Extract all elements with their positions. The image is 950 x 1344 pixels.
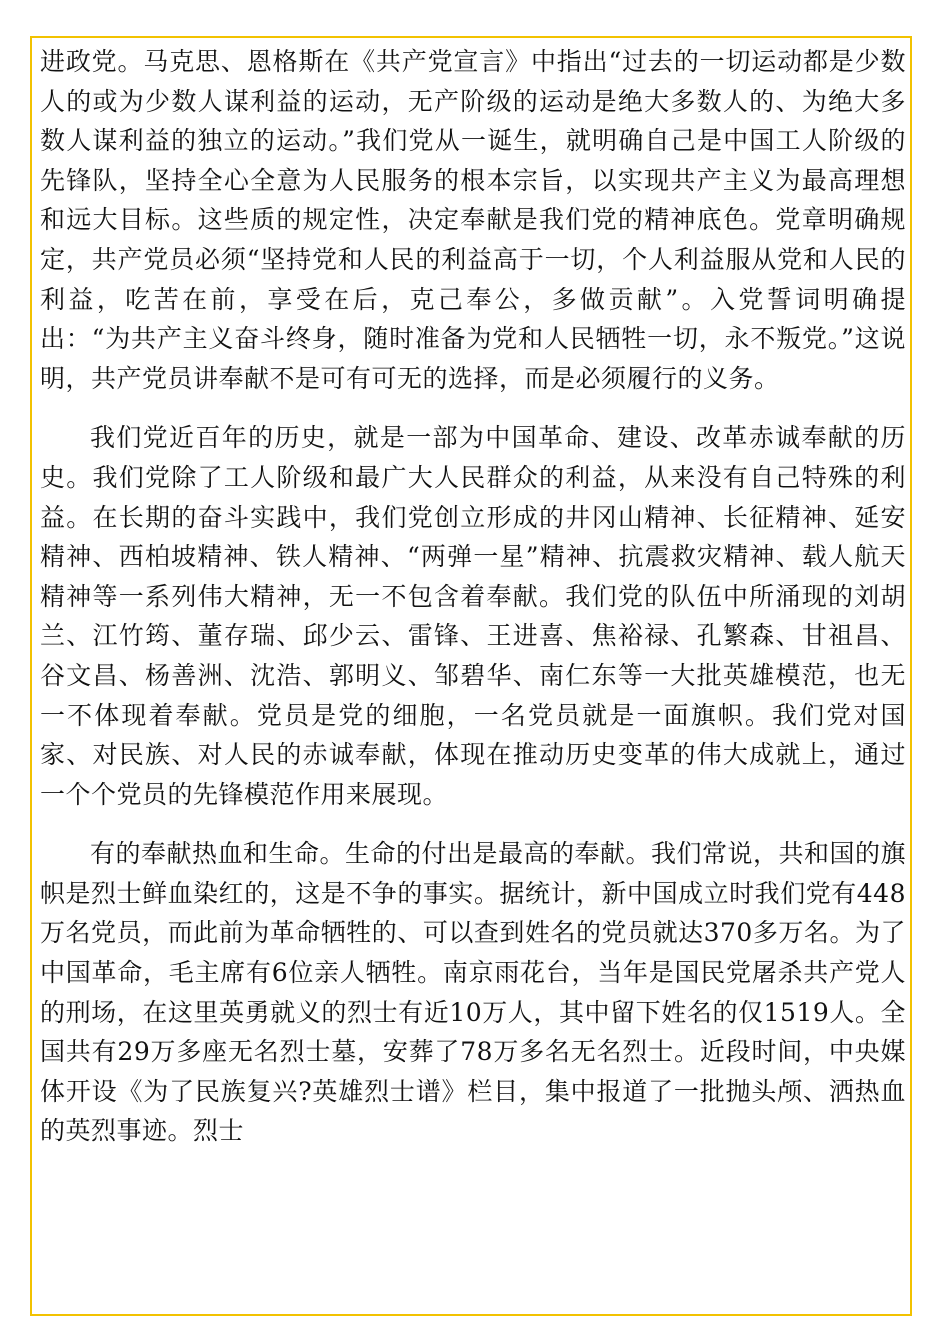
paragraph-sacrifice: 有的奉献热血和生命。生命的付出是最高的奉献。我们常说，共和国的旗帜是烈士鲜血染红的，这是不争的事实。据统计，新中国成立时我们党有448万名党员，而此前为革命牺牲的、可以查到姓名的党员就达370多万名。为了中国革命，毛主席有6位亲人牺牲。南京雨花台，当年是国民党屠杀共产党人的刑场，在这里英勇就义的烈士有近10万人，其中留下姓名的仅1519人。全国共有29万多座无名烈士墓，安葬了78万多名无名烈士。近段时间，中央媒体开设《为了民族复兴?英雄烈士谱》栏目，集中报道了一批抛头颅、洒热血的英烈事迹。烈士 xyxy=(40,839,907,1146)
paragraph-continuation: 进政党。马克思、恩格斯在《共产党宣言》中指出“过去的一切运动都是少数人的或为少数人谋利益的运动，无产阶级的运动是绝大多数人的、为绝大多数人谋利益的独立的运动。”我们党从一诞生，就明确自己是中国工人阶级的先锋队，坚持全心全意为人民服务的根本宗旨，以实现共产主义为最高理想和远大目标。这些质的规定性，决定奉献是我们党的精神底色。党章明确规定，共产党员必须“坚持党和人民的利益高于一切，个人利益服从党和人民的利益，吃苦在前，享受在后，克己奉公，多做贡献”。入党誓词明确提出：“为共产主义奋斗终身，随时准备为党和人民牺牲一切，永不叛党。”这说明，共产党员讲奉献不是可有可无的选择，而是必须履行的义务。 xyxy=(40,47,906,393)
paragraph-party-history: 我们党近百年的历史，就是一部为中国革命、建设、改革赤诚奉献的历史。我们党除了工人阶级和最广大人民群众的利益，从来没有自己特殊的利益。在长期的奋斗实践中，我们党创立形成的井冈山精神、长征精神、延安精神、西柏坡精神、铁人精神、“两弹一星”精神、抗震救灾精神、载人航天精神等一系列伟大精神，无一不包含着奉献。我们党的队伍中所涌现的刘胡兰、江竹筠、董存瑞、邱少云、雷锋、王进喜、焦裕禄、孔繁森、甘祖昌、谷文昌、杨善洲、沈浩、郭明义、邹碧华、南仁东等一大批英雄模范，也无一不体现着奉献。党员是党的细胞，一名党员就是一面旗帜。我们党对国家、对民族、对人民的赤诚奉献，体现在推动历史变革的伟大成就上，通过一个个党员的先锋模范作用来展现。 xyxy=(40,423,906,809)
document-body xyxy=(40,42,906,1171)
